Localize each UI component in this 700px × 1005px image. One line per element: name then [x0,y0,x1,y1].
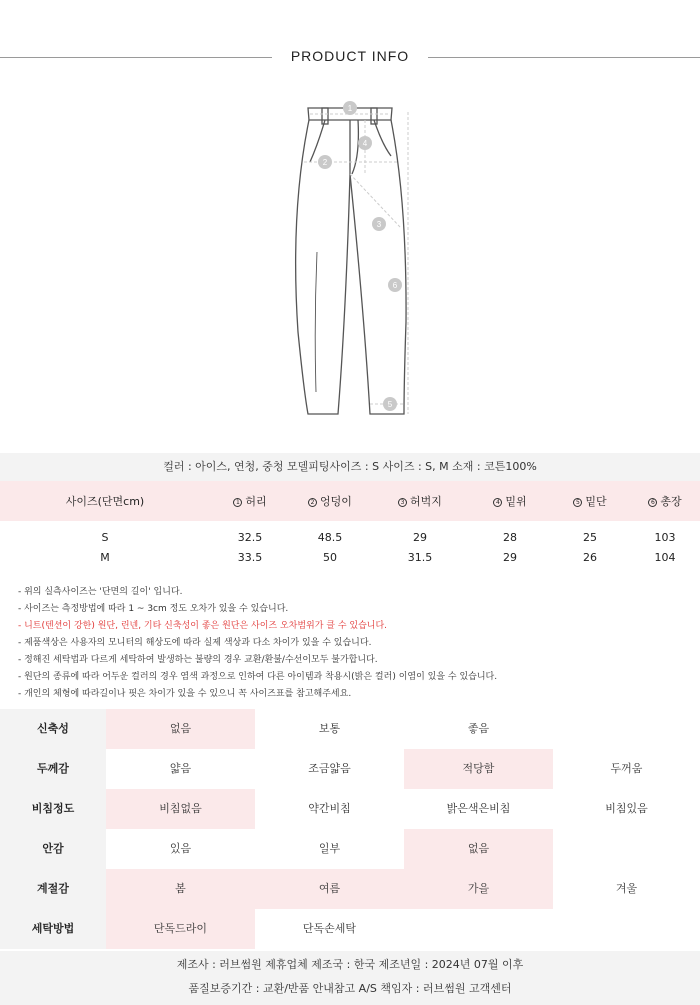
size-table [0,481,700,567]
badge-1: 1 [233,498,242,507]
size-header-waist [210,493,290,509]
attr-option: 여름 [255,869,404,909]
pants-drawing [270,92,430,432]
attr-row-sheerness [0,789,700,829]
page-title: PRODUCT INFO [290,48,410,64]
header-label: 허리 [245,495,267,508]
size-notes [18,584,688,703]
size-value: 31.5 [407,550,433,564]
crease-left [315,252,317,392]
right-leg-outline [350,120,406,414]
badge-2: 2 [308,498,317,507]
header-label: 밑단 [585,495,607,508]
attr-row-season [0,869,700,909]
size-header-hip [290,493,370,509]
attr-option: 적당함 [404,749,553,789]
attr-label: 비침정도 [0,789,106,829]
attr-option: 보통 [318,722,341,735]
size-header-rise [470,493,550,509]
badge-5: 5 [573,498,582,507]
size-value: 103 [654,530,676,544]
note-item: - 위의 실측사이즈는 '단면의 길이' 입니다. [18,587,183,597]
product-spec-line: 컬러 : 아이스, 연청, 중청 모델피팅사이즈 : S 사이즈 : S, M 소재 : 코튼100% [0,453,700,481]
attr-option: 봄 [106,869,255,909]
note-item: - 개인의 체형에 따라길이나 핏은 차이가 있을 수 있으니 꼭 사이즈표를 참고해주세요. [18,689,352,699]
attr-option: 일부 [318,842,341,855]
right-pocket [374,120,391,156]
attr-label: 안감 [0,829,106,869]
attr-option: 약간비침 [308,802,351,815]
attr-option: 가을 [404,869,553,909]
attr-option: 겨울 [615,882,638,895]
marker-1-label: 1 [347,104,353,113]
header-label: 허벅지 [410,495,442,508]
attr-option: 비침있음 [605,802,648,815]
attr-option [553,909,700,949]
marker-2-label: 2 [322,158,328,167]
table-row [0,527,700,547]
size-name: S [101,530,109,544]
footer-manufacturer-line: 제조사 : 러브썸원 제휴업체 제조국 : 한국 제조년일 : 2024년 07월 이후 [176,958,524,971]
size-name: M [100,550,110,564]
badge-3: 3 [398,498,407,507]
marker-4-label: 4 [362,139,368,148]
marker-6-label: 6 [392,281,398,290]
size-header-hem [550,493,630,509]
attr-option: 없음 [106,709,255,749]
fabric-attribute-table [0,709,700,949]
attr-label: 세탁방법 [0,909,106,949]
note-item: - 제품색상은 사용자의 모니터의 해상도에 따라 실제 색상과 다소 차이가 있을 수 있습니다. [18,638,372,648]
pants-illustration [270,92,430,432]
note-item: - 원단의 종류에 따라 어두운 컬러의 경우 염색 과정으로 인하여 다른 아이템과 착용시(밝은 컬러) 이염이 있을 수 있습니다. [18,672,498,682]
attr-option [553,709,700,749]
attr-option: 없음 [404,829,553,869]
size-header-label: 사이즈(단면cm) [65,495,145,508]
header-label: 엉덩이 [320,495,352,508]
attr-option: 밝은색은비침 [446,802,511,815]
size-header-thigh [370,493,470,509]
attr-row-washing [0,909,700,949]
badge-4: 4 [493,498,502,507]
size-value: 29 [413,530,427,544]
attr-label: 신축성 [0,709,106,749]
size-value: 104 [654,550,676,564]
marker-3-label: 3 [376,220,382,229]
size-header-length [630,493,700,509]
size-value: 32.5 [237,530,263,544]
note-item: - 정해진 세탁법과 다르게 세탁하여 발생하는 불량의 경우 교환/환불/수선이모두 불가합니다. [18,655,378,665]
table-row [0,547,700,567]
attr-option: 두꺼움 [610,762,643,775]
attr-option: 조금얇음 [308,762,351,775]
size-value: 28 [503,530,517,544]
header-rule-right [428,57,700,58]
note-item-warning: - 니트(텐션이 강한) 원단, 린넨, 기타 신축성이 좋은 원단은 사이즈 오차범위가 클 수 있습니다. [18,621,388,631]
attr-option: 단독손세탁 [302,922,357,935]
attr-row-lining [0,829,700,869]
attr-option: 비침없음 [106,789,255,829]
size-table-header [0,481,700,521]
size-value: 25 [583,530,597,544]
attr-option [404,909,553,949]
size-value: 50 [323,550,337,564]
product-info-header [0,0,700,80]
badge-6: 6 [648,498,657,507]
attr-option: 있음 [169,842,192,855]
fly-stitch [352,120,358,174]
size-value: 26 [583,550,597,564]
attr-option [553,829,700,869]
header-label: 밑위 [505,495,527,508]
marker-5-label: 5 [387,400,393,409]
attr-row-thickness [0,749,700,789]
footer-warranty-line: 품질보증기간 : 교환/반품 안내참고 A/S 책임자 : 러브썸원 고객센터 [188,982,512,995]
attr-label: 계절감 [0,869,106,909]
attr-option: 단독드라이 [106,909,255,949]
attr-option: 얇음 [169,762,192,775]
size-value: 29 [503,550,517,564]
manufacturer-footer [0,951,700,1005]
attr-option: 좋음 [467,722,490,735]
attr-row-stretch [0,709,700,749]
size-value: 48.5 [317,530,343,544]
attr-label: 두께감 [0,749,106,789]
header-label: 총장 [660,495,682,508]
size-value: 33.5 [237,550,263,564]
note-item: - 사이즈는 측정방법에 따라 1 ~ 3cm 정도 오차가 있을 수 있습니다. [18,604,289,614]
